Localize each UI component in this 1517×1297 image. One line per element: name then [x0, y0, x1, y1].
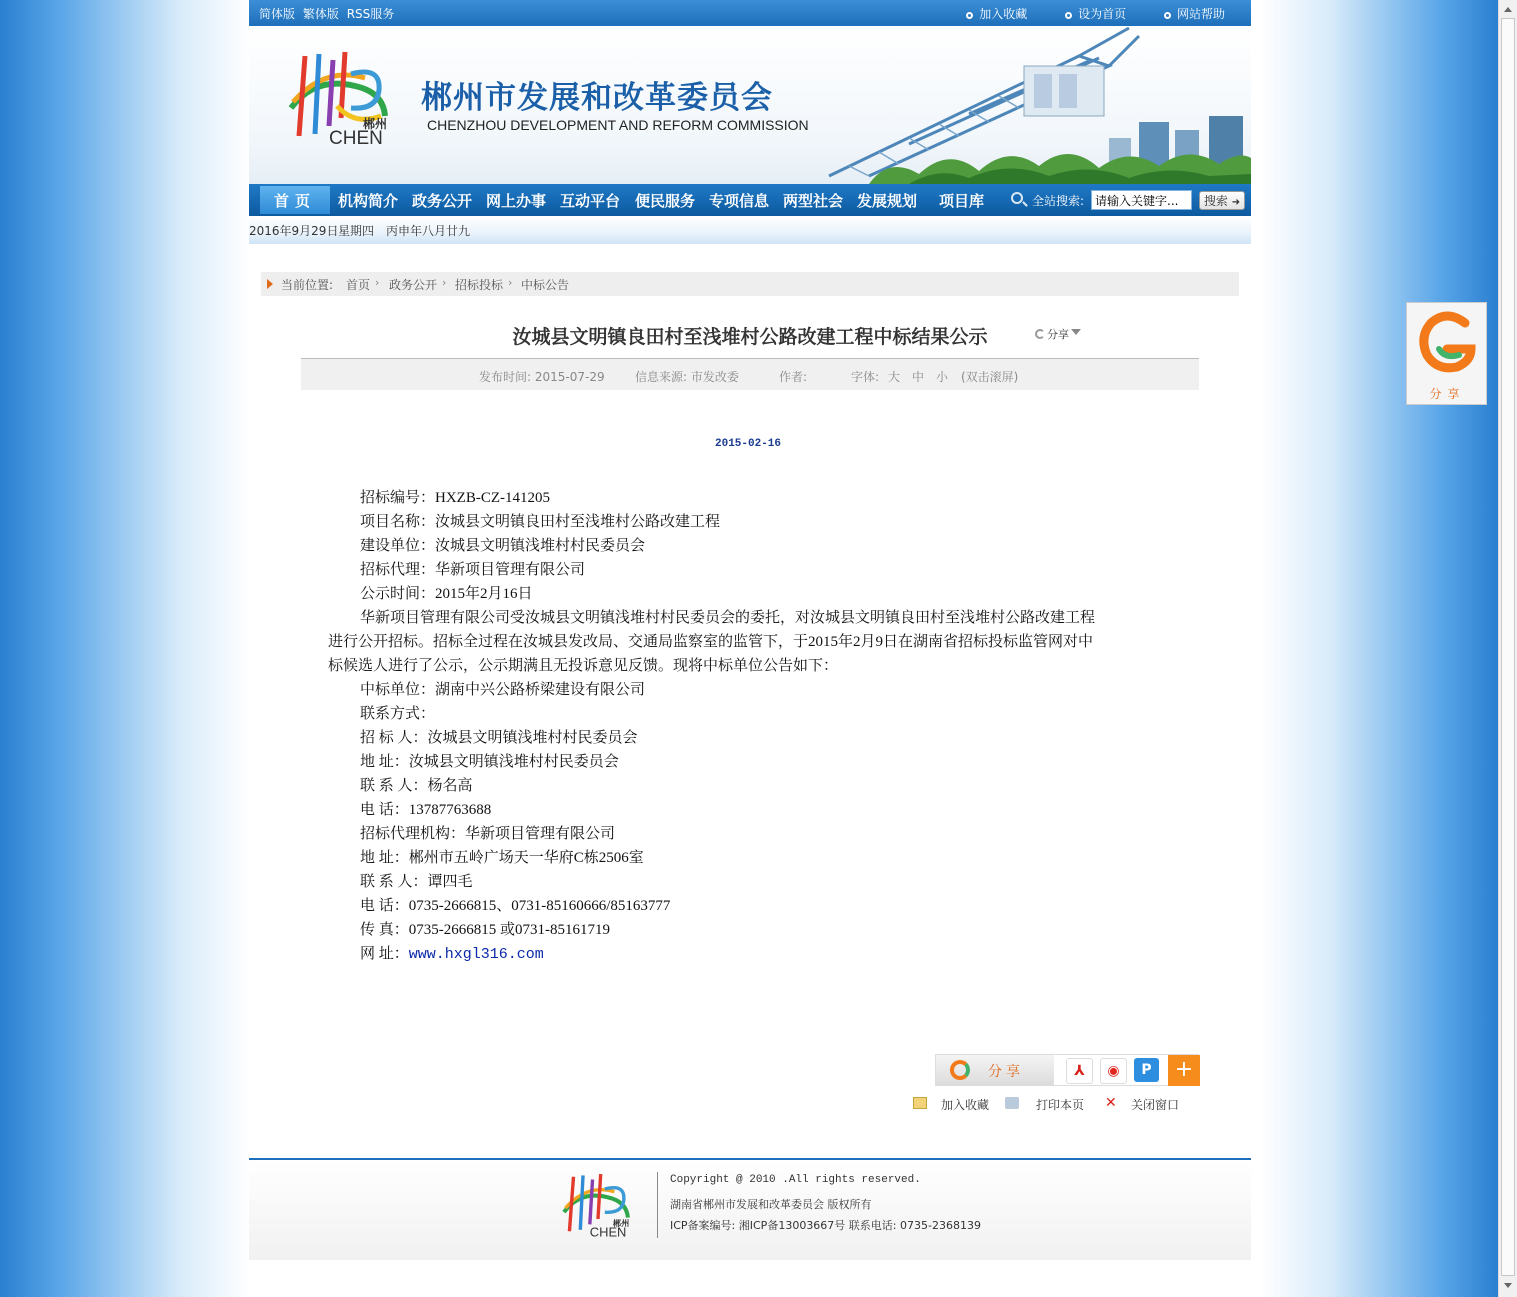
site-help-link[interactable]: 网站帮助 — [1164, 7, 1225, 21]
info-source: 信息来源: 市发改委 — [635, 370, 739, 384]
current-weekday: 星期四 — [338, 224, 375, 238]
lunar-date: 丙申年八月廿九 — [386, 224, 471, 238]
publish-time: 发布时间: 2015-07-29 — [479, 370, 605, 384]
body-line: 项目名称：汝城县文明镇良田村至浅堆村公路改建工程 — [360, 514, 721, 530]
add-favorite-link[interactable]: 加入收藏 — [966, 7, 1027, 21]
nav-item-home[interactable]: 首页 — [260, 186, 330, 214]
article-title: 汝城县文明镇良田村至浅堆村公路改建工程中标结果公示 — [512, 326, 988, 348]
font-size-label: 字体: — [851, 370, 880, 384]
scroll-down-icon[interactable] — [1504, 1283, 1512, 1288]
article-meta — [301, 358, 1199, 390]
body-line: 联 系 人：杨名高 — [360, 778, 473, 794]
site-subtitle: CHENZHOU DEVELOPMENT AND REFORM COMMISSION — [427, 117, 809, 133]
body-line: 中标单位：湖南中兴公路桥梁建设有限公司 — [360, 682, 646, 698]
article-body — [328, 486, 1108, 967]
body-line: 地 址：郴州市五岭广场天一华府C栋2506室 — [360, 850, 644, 866]
nav-item-affairs[interactable]: 政务公开 — [412, 192, 473, 210]
font-medium-button[interactable]: 中 — [912, 370, 925, 384]
article-actions — [913, 1094, 1213, 1114]
body-line: 传 真：0735-2666815 或0731-85161719 — [360, 922, 610, 938]
simplified-link[interactable]: 简体版 — [259, 7, 296, 21]
search-label: 全站搜索: — [1032, 194, 1085, 208]
close-icon: ✕ — [1105, 1095, 1117, 1111]
body-line: 联系方式： — [360, 706, 436, 722]
font-small-button[interactable]: 小 — [936, 370, 949, 384]
footer-icp: ICP备案编号: 湘ICP备13003667号 联系电话: 0735-2368139 — [670, 1219, 981, 1232]
weibo-share-icon[interactable]: ◉ — [1100, 1058, 1127, 1084]
share-icon — [1035, 329, 1045, 339]
search-button[interactable]: 搜索 ➜ — [1199, 191, 1245, 210]
nav-item-planning[interactable]: 发展规划 — [857, 192, 918, 210]
nav-item-online-service[interactable]: 网上办事 — [486, 192, 547, 210]
share-toolbar — [935, 1054, 1199, 1086]
footer — [249, 1158, 1251, 1260]
folder-icon — [913, 1097, 927, 1109]
chevron-right-icon: › — [442, 276, 447, 289]
breadcrumb — [261, 272, 1239, 296]
font-large-button[interactable]: 大 — [888, 370, 901, 384]
date-bar — [249, 216, 1251, 244]
body-line: 公示时间：2015年2月16日 — [360, 586, 533, 602]
author: 作者: — [779, 370, 808, 384]
breadcrumb-current: 中标公告 — [521, 278, 570, 292]
body-line: 电 话：13787763688 — [360, 802, 492, 818]
double-click-scroll: (双击滚屏) — [961, 370, 1019, 384]
arrow-right-icon: ➜ — [1231, 197, 1241, 208]
nav-item-convenience[interactable]: 便民服务 — [635, 192, 696, 210]
header-banner — [249, 26, 1251, 184]
footer-copyright: Copyright @ 2010 .All rights reserved. — [670, 1174, 921, 1186]
add-favorite-action[interactable]: 加入收藏 — [941, 1098, 990, 1112]
more-share-button[interactable]: + — [1168, 1055, 1200, 1086]
bullet-icon — [1065, 12, 1072, 19]
footer-logo-en: CHEN — [589, 1224, 627, 1238]
company-website-link[interactable]: www.hxgl316.com — [408, 946, 544, 963]
article-date: 2015-02-16 — [715, 438, 782, 450]
footer-divider — [657, 1172, 658, 1238]
pdf-share-icon[interactable]: ⅄ — [1066, 1058, 1093, 1084]
footer-logo — [554, 1170, 644, 1238]
close-window-action[interactable]: 关闭窗口 — [1131, 1098, 1180, 1112]
body-line: 联 系 人：谭四毛 — [360, 874, 473, 890]
nav-item-about[interactable]: 机构简介 — [338, 192, 399, 210]
title-share-button[interactable]: 分享 — [1035, 326, 1081, 342]
share-logo-icon — [1417, 309, 1477, 379]
caret-down-icon — [1071, 329, 1081, 335]
floating-share-widget[interactable]: 分享 — [1406, 302, 1487, 405]
chevron-right-icon: › — [375, 276, 380, 289]
construction-crane-image — [809, 26, 1251, 184]
logo-text: 郴州 — [363, 117, 388, 131]
share-logo-icon — [950, 1060, 970, 1080]
city-logo — [285, 46, 400, 146]
body-line: 网 址：www.hxgl316.com — [360, 946, 544, 963]
tencent-share-icon[interactable]: P — [1134, 1058, 1159, 1082]
body-line: 电 话：0735-2666815、0731-85160666/85163777 — [360, 898, 671, 914]
main-nav — [249, 184, 1251, 216]
breadcrumb-affairs[interactable]: 政务公开 — [389, 278, 438, 292]
footer-logo-text: 郴州 — [612, 1217, 630, 1228]
nav-item-special-info[interactable]: 专项信息 — [709, 192, 770, 210]
top-utility-bar — [249, 0, 1251, 26]
bullet-icon — [966, 12, 973, 19]
nav-item-interaction[interactable]: 互动平台 — [560, 192, 621, 210]
body-line: 地 址：汝城县文明镇浅堆村村民委员会 — [360, 754, 619, 770]
page-container — [249, 0, 1251, 1297]
nav-item-two-type-society[interactable]: 两型社会 — [783, 192, 844, 210]
share-main-button[interactable]: 分享 — [936, 1055, 1054, 1085]
body-line: 招标代理机构：华新项目管理有限公司 — [360, 826, 616, 842]
rss-link[interactable]: RSS服务 — [346, 7, 395, 21]
body-paragraph: 华新项目管理有限公司受汝城县文明镇浅堆村村民委员会的委托，对汝城县文明镇良田村至浅堆村公路改建工程进行公开招标。招标全过程在汝城县发改局、交通局监察室的监管下，于2015年2月9日在湖南省招标投标监管网对中标候选人进行了公示，公示期满且无投诉意见反馈。现将中标单位公告如下： — [328, 610, 1096, 674]
print-action[interactable]: 打印本页 — [1036, 1098, 1085, 1112]
body-line: 建设单位：汝城县文明镇浅堆村村民委员会 — [360, 538, 646, 554]
body-line: 招标代理：华新项目管理有限公司 — [360, 562, 586, 578]
footer-owner: 湖南省郴州市发展和改革委员会 版权所有 — [670, 1198, 872, 1211]
vertical-scrollbar[interactable] — [1498, 0, 1517, 1297]
printer-icon — [1005, 1097, 1019, 1109]
body-line: 招标编号：HXZB-CZ-141205 — [360, 490, 550, 506]
breadcrumb-label: 当前位置: — [281, 278, 334, 292]
traditional-link[interactable]: 繁体版 — [302, 7, 339, 21]
chevron-right-icon: › — [508, 276, 513, 289]
body-line: 招 标 人：汝城县文明镇浅堆村村民委员会 — [360, 730, 638, 746]
version-links — [259, 5, 398, 22]
breadcrumb-arrow-icon — [267, 279, 273, 289]
site-title: 郴州市发展和改革委员会 — [421, 80, 773, 115]
scroll-thumb[interactable] — [1501, 18, 1515, 1276]
logo-en: CHEN — [329, 128, 383, 146]
search-input[interactable] — [1091, 190, 1192, 210]
search-icon — [1011, 192, 1023, 204]
bullet-icon — [1164, 12, 1171, 19]
current-date: 2016年9月29日 — [249, 224, 339, 238]
set-homepage-link[interactable]: 设为首页 — [1065, 7, 1126, 21]
breadcrumb-bidding[interactable]: 招标投标 — [455, 278, 504, 292]
utility-links — [932, 5, 1225, 22]
nav-item-projects[interactable]: 项目库 — [939, 192, 985, 210]
scroll-up-icon[interactable] — [1504, 7, 1512, 12]
breadcrumb-home[interactable]: 首页 — [346, 278, 371, 292]
